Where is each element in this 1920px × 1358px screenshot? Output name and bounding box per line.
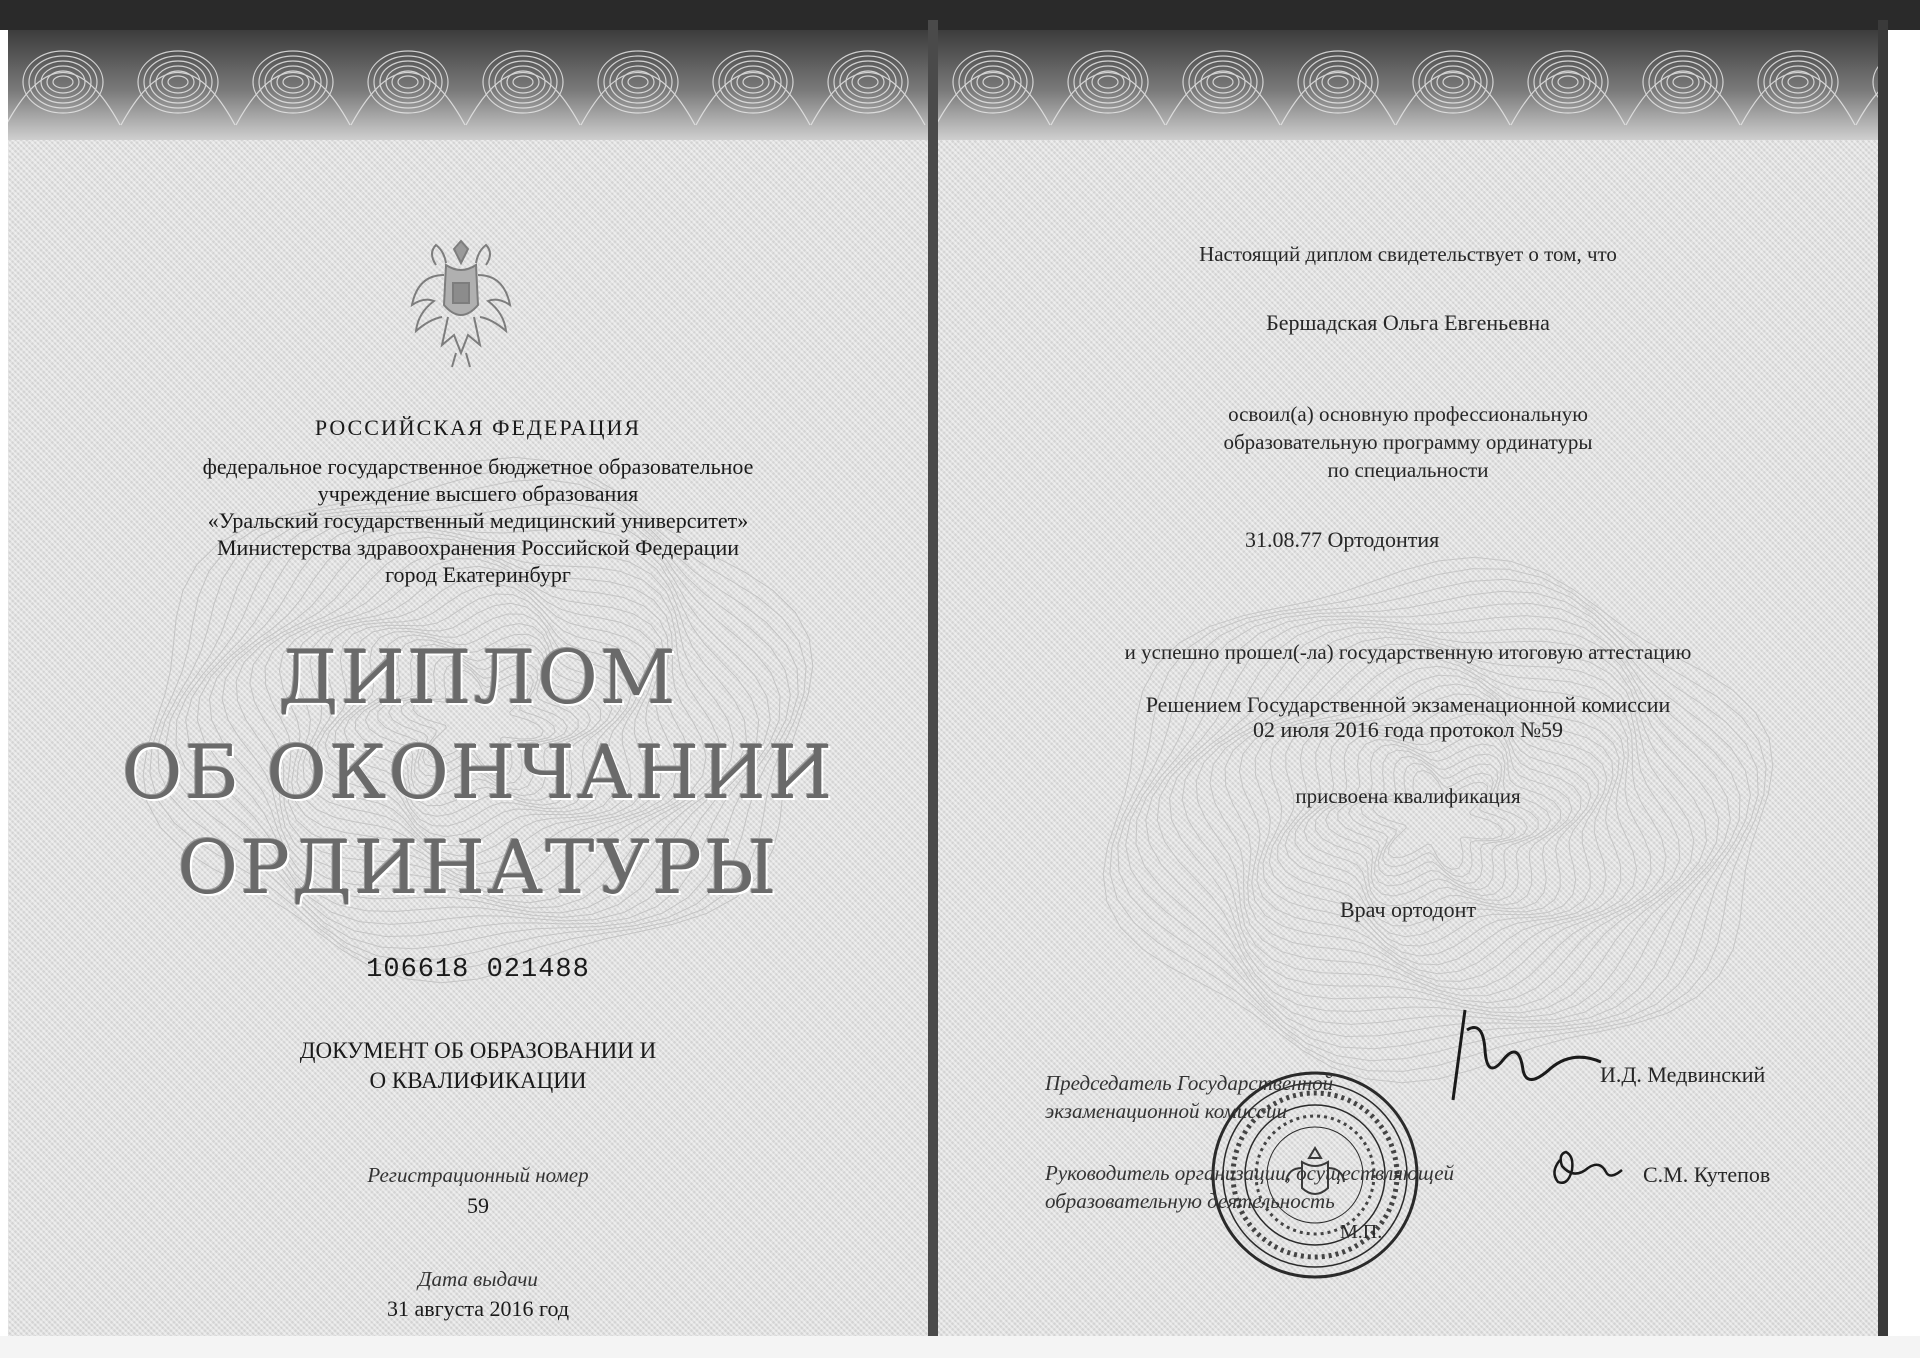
institution-line: Министерства здравоохранения Российской Федерации	[217, 535, 739, 560]
qualification: Врач ортодонт	[1339, 897, 1477, 922]
diploma-title-line: ОБ ОКОНЧАНИИ	[121, 730, 835, 816]
institution-line: федеральное государственное бюджетное образовательное	[202, 454, 754, 479]
document-type-line: О КВАЛИФИКАЦИИ	[369, 1068, 587, 1093]
chair-signature	[1423, 990, 1608, 1110]
issue-date-label: Дата выдачи	[418, 1267, 538, 1291]
diploma-cover-page	[8, 30, 928, 1336]
diploma-title-line: ОРДИНАТУРЫ	[177, 825, 779, 911]
chair-title-line: экзаменационной комиссии	[1045, 1099, 1287, 1123]
commission-decision: Решением Государственной экзаменационной комиссии	[1145, 692, 1671, 717]
decorative-banner	[8, 30, 928, 140]
registration-number: 59	[467, 1193, 489, 1218]
decorative-banner	[938, 30, 1878, 140]
head-name: С.М. Кутепов	[1643, 1162, 1771, 1187]
qualification-label: присвоена квалификация	[1295, 784, 1521, 808]
scan-top-edge	[0, 0, 1920, 30]
scan-bottom-edge	[0, 1336, 1920, 1358]
graduate-name: Бершадская Ольга Евгеньевна	[1266, 310, 1550, 335]
chair-name: И.Д. Медвинский	[1600, 1062, 1766, 1087]
chair-title-line: Председатель Государственной	[1045, 1071, 1334, 1095]
institution-line: «Уральский государственный медицинский университет»	[207, 508, 749, 533]
program-line: по специальности	[1327, 458, 1489, 482]
registration-label: Регистрационный номер	[367, 1163, 589, 1187]
decision-date: 02 июля 2016 года протокол №59	[1252, 717, 1564, 742]
program-line: образовательную программу ординатуры	[1223, 430, 1593, 454]
head-signature	[1544, 1140, 1626, 1195]
attestation-statement: и успешно прошел(-ла) государственную итоговую аттестацию	[1124, 640, 1692, 664]
diploma-serial-number: 106618 021488	[366, 955, 590, 985]
page-gutter	[928, 20, 938, 1336]
specialty: 31.08.77 Ортодонтия	[1245, 527, 1440, 552]
program-line: освоил(а) основную профессиональную	[1228, 402, 1588, 426]
scan-right-edge	[1878, 20, 1888, 1336]
seal-mark: М.П.	[1340, 1221, 1383, 1243]
intro-statement: Настоящий диплом свидетельствует о том, что	[1199, 242, 1617, 266]
document-type-line: ДОКУМЕНТ ОБ ОБРАЗОВАНИИ И	[299, 1038, 657, 1063]
diploma-title-line: ДИПЛОМ	[278, 635, 678, 721]
head-title-line: Руководитель организации, осуществляющей	[1045, 1161, 1455, 1185]
diploma-content-page	[938, 30, 1878, 1336]
double-headed-eagle-emblem	[406, 235, 516, 375]
institution-line: учреждение высшего образования	[317, 481, 639, 506]
head-title-line: образовательную деятельность	[1045, 1189, 1335, 1213]
institution-line: город Екатеринбург	[385, 562, 571, 587]
issue-date: 31 августа 2016 год	[386, 1296, 570, 1321]
country-name: РОССИЙСКАЯ ФЕДЕРАЦИЯ	[314, 415, 642, 440]
